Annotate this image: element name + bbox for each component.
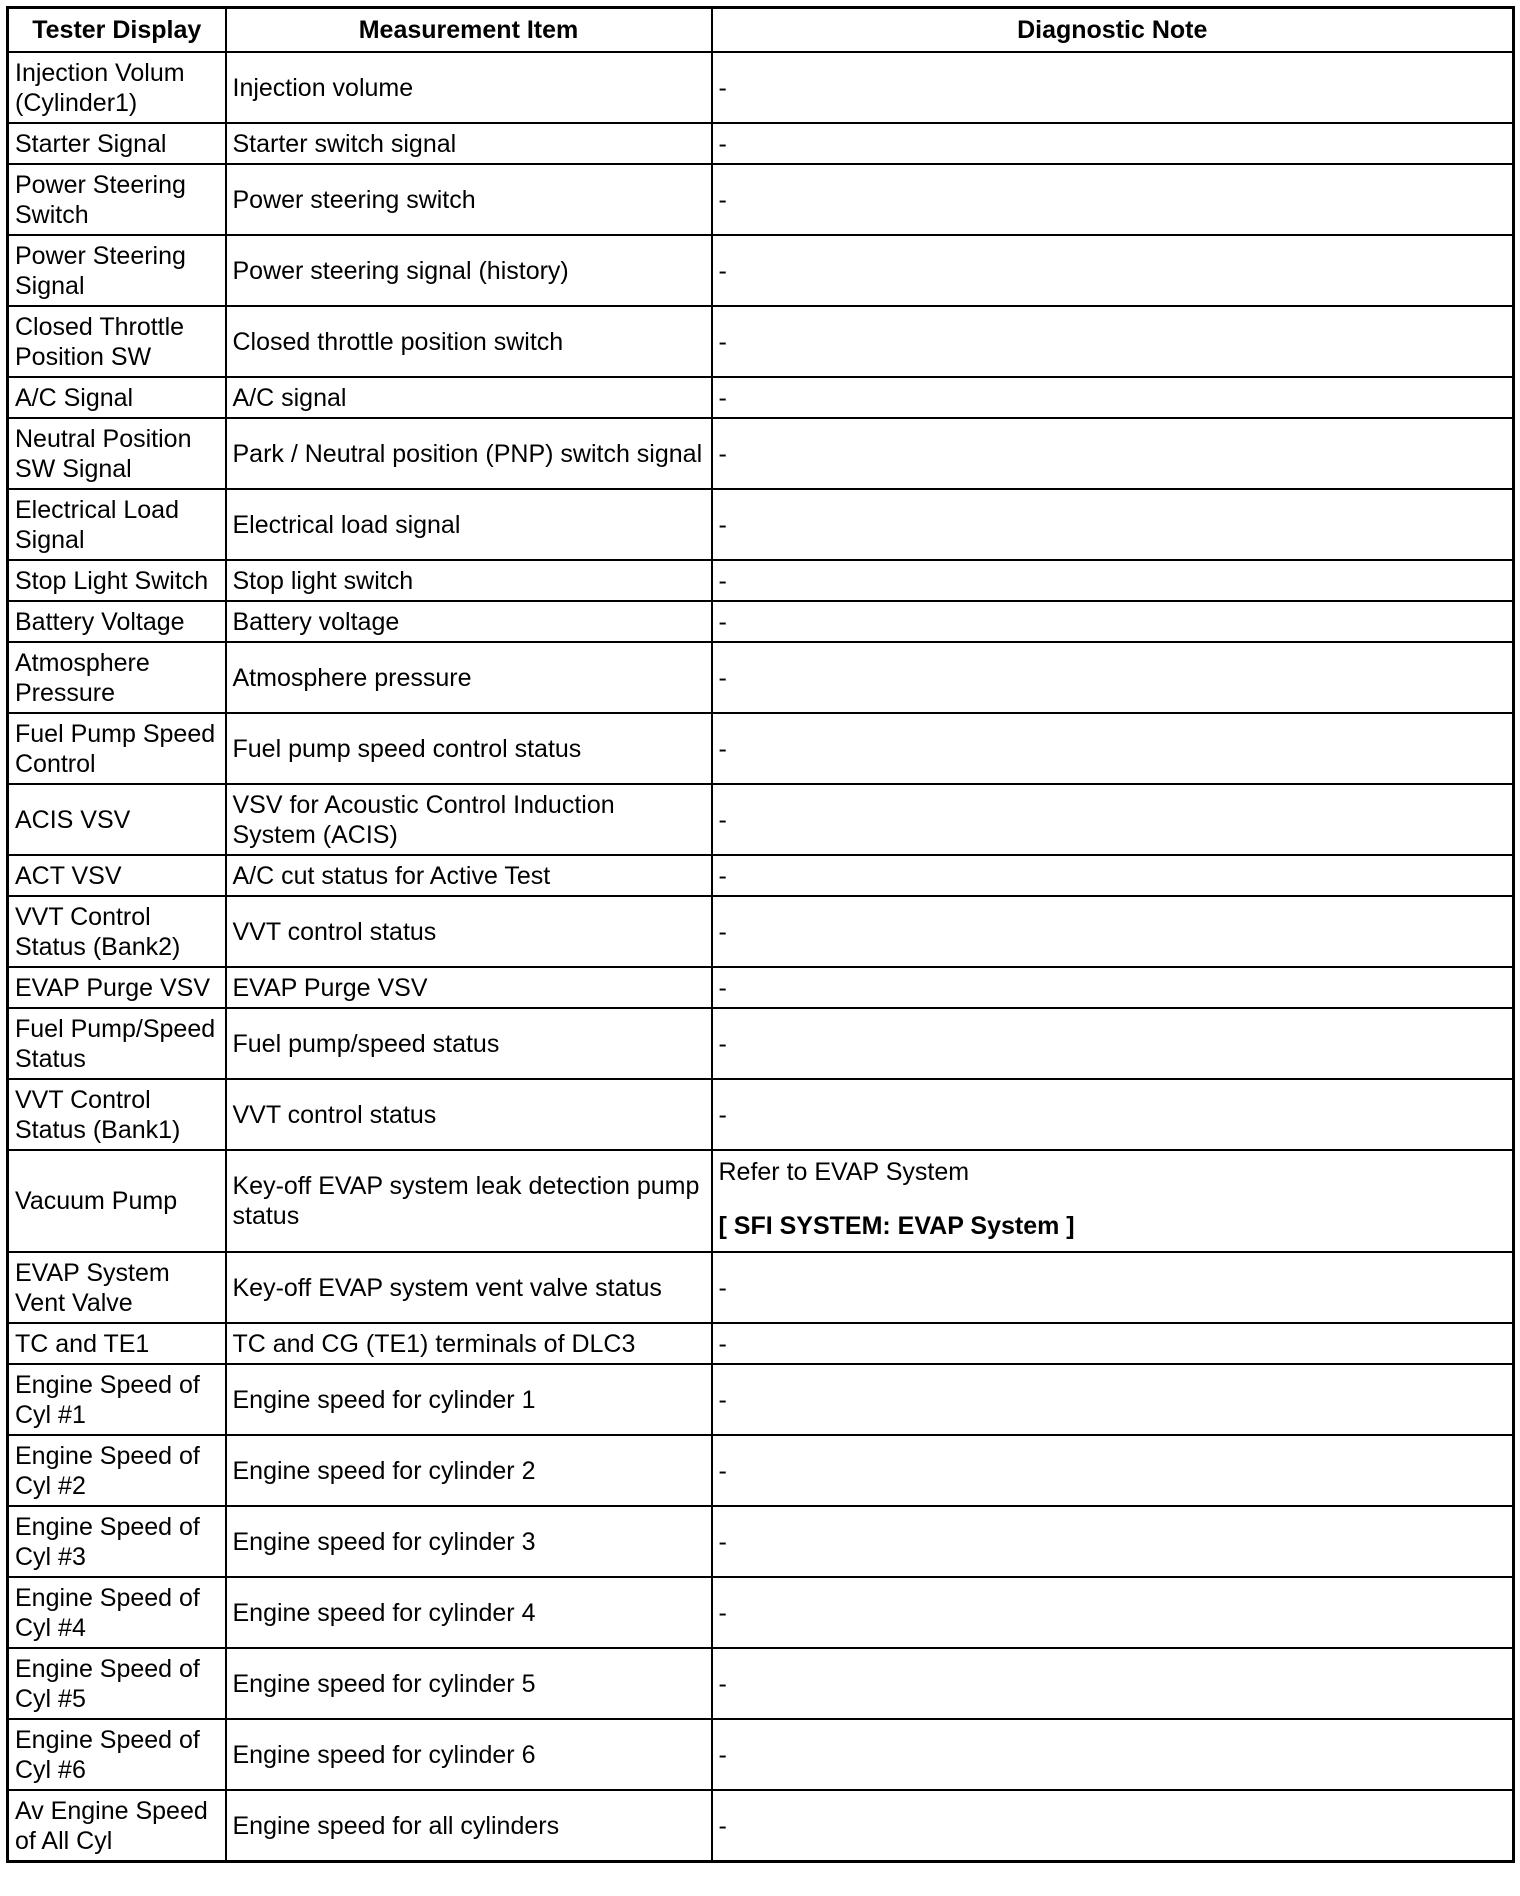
measurement-item-cell: Key-off EVAP system vent valve status (226, 1252, 712, 1323)
table-row (8, 418, 1514, 489)
table-row (8, 1790, 1514, 1862)
tester-display-cell: Engine Speed of Cyl #5 (8, 1648, 226, 1719)
diagnostic-note-cell: - (712, 1506, 1514, 1577)
tester-display-cell: EVAP System Vent Valve (8, 1252, 226, 1323)
measurement-item-cell: Injection volume (226, 52, 712, 123)
diagnostic-note-cell: - (712, 713, 1514, 784)
diagnostic-note-cell: - (712, 560, 1514, 601)
tester-display-cell: Injection Volum (Cylinder1) (8, 52, 226, 123)
tester-display-cell: Closed Throttle Position SW (8, 306, 226, 377)
measurement-item-cell: Fuel pump speed control status (226, 713, 712, 784)
diagnostic-note-cell: - (712, 1577, 1514, 1648)
tester-display-cell: ACIS VSV (8, 784, 226, 855)
measurement-item-cell: A/C signal (226, 377, 712, 418)
tester-display-cell: ACT VSV (8, 855, 226, 896)
diagnostic-note-cell: - (712, 601, 1514, 642)
diagnostic-note-cell: - (712, 418, 1514, 489)
document (6, 6, 1512, 1863)
table-row (8, 967, 1514, 1008)
measurement-item-cell: Engine speed for all cylinders (226, 1790, 712, 1862)
table-row (8, 489, 1514, 560)
note-text: Refer to EVAP System (718, 1158, 970, 1186)
diagnostic-note-cell (712, 1150, 1514, 1252)
tester-display-cell: Av Engine Speed of All Cyl (8, 1790, 226, 1862)
measurement-item-cell: Engine speed for cylinder 4 (226, 1577, 712, 1648)
table-row (8, 235, 1514, 306)
tester-display-cell: Engine Speed of Cyl #6 (8, 1719, 226, 1790)
table-row (8, 1079, 1514, 1150)
tester-display-cell: Engine Speed of Cyl #2 (8, 1435, 226, 1506)
measurement-item-cell: Park / Neutral position (PNP) switch signal (226, 418, 712, 489)
table-row (8, 713, 1514, 784)
diagnostic-note-cell: - (712, 1252, 1514, 1323)
diagnostic-note-cell: - (712, 489, 1514, 560)
diagnostic-note-cell: - (712, 123, 1514, 164)
tester-display-cell: Neutral Position SW Signal (8, 418, 226, 489)
tester-display-cell: Battery Voltage (8, 601, 226, 642)
measurement-item-cell: Electrical load signal (226, 489, 712, 560)
measurement-item-cell: Power steering signal (history) (226, 235, 712, 306)
diagnostic-note-cell: - (712, 1008, 1514, 1079)
tester-display-cell: TC and TE1 (8, 1323, 226, 1364)
header-diagnostic-note: Diagnostic Note (712, 8, 1514, 53)
header-tester-display: Tester Display (8, 8, 226, 53)
table-row (8, 855, 1514, 896)
measurement-item-cell: Starter switch signal (226, 123, 712, 164)
tester-display-cell: Fuel Pump/Speed Status (8, 1008, 226, 1079)
tester-display-cell: Fuel Pump Speed Control (8, 713, 226, 784)
measurement-item-cell: Engine speed for cylinder 3 (226, 1506, 712, 1577)
diagnostic-note-cell: - (712, 306, 1514, 377)
header-measurement-item: Measurement Item (226, 8, 712, 53)
tester-display-cell: Stop Light Switch (8, 560, 226, 601)
diagnostic-note-cell: - (712, 52, 1514, 123)
measurement-item-cell: Battery voltage (226, 601, 712, 642)
data-list-table (6, 6, 1515, 1863)
table-row (8, 1008, 1514, 1079)
diagnostic-note-cell: - (712, 164, 1514, 235)
diagnostic-note-cell: - (712, 1435, 1514, 1506)
tester-display-cell: Engine Speed of Cyl #1 (8, 1364, 226, 1435)
tester-display-cell: Power Steering Switch (8, 164, 226, 235)
table-row (8, 1323, 1514, 1364)
measurement-item-cell: VVT control status (226, 1079, 712, 1150)
table-row (8, 601, 1514, 642)
table-row (8, 784, 1514, 855)
measurement-item-cell: TC and CG (TE1) terminals of DLC3 (226, 1323, 712, 1364)
diagnostic-note-cell: - (712, 235, 1514, 306)
tester-display-cell: Vacuum Pump (8, 1150, 226, 1252)
tester-display-cell: EVAP Purge VSV (8, 967, 226, 1008)
diagnostic-note-cell: - (712, 967, 1514, 1008)
tester-display-cell: Engine Speed of Cyl #4 (8, 1577, 226, 1648)
tester-display-cell: VVT Control Status (Bank1) (8, 1079, 226, 1150)
table-row (8, 52, 1514, 123)
measurement-item-cell: Engine speed for cylinder 1 (226, 1364, 712, 1435)
table-row (8, 377, 1514, 418)
table-row (8, 1435, 1514, 1506)
diagnostic-note-cell: - (712, 896, 1514, 967)
table-row (8, 560, 1514, 601)
measurement-item-cell: VSV for Acoustic Control Induction System (ACIS) (226, 784, 712, 855)
diagnostic-note-cell: - (712, 784, 1514, 855)
table-row (8, 1648, 1514, 1719)
measurement-item-cell: Closed throttle position switch (226, 306, 712, 377)
diagnostic-note-cell: - (712, 1364, 1514, 1435)
measurement-item-cell: Engine speed for cylinder 5 (226, 1648, 712, 1719)
tester-display-cell: Electrical Load Signal (8, 489, 226, 560)
table-row (8, 164, 1514, 235)
table-row (8, 1506, 1514, 1577)
tester-display-cell: Starter Signal (8, 123, 226, 164)
diagnostic-note-cell: - (712, 1790, 1514, 1862)
table-row (8, 1577, 1514, 1648)
table-row (8, 896, 1514, 967)
measurement-item-cell: Engine speed for cylinder 6 (226, 1719, 712, 1790)
table-row (8, 306, 1514, 377)
diagnostic-note-cell: - (712, 855, 1514, 896)
tester-display-cell: A/C Signal (8, 377, 226, 418)
measurement-item-cell: Stop light switch (226, 560, 712, 601)
measurement-item-cell: Power steering switch (226, 164, 712, 235)
tester-display-cell: VVT Control Status (Bank2) (8, 896, 226, 967)
tester-display-cell: Atmosphere Pressure (8, 642, 226, 713)
measurement-item-cell: EVAP Purge VSV (226, 967, 712, 1008)
table-row (8, 1150, 1514, 1252)
diagnostic-note-cell: - (712, 1648, 1514, 1719)
measurement-item-cell: Key-off EVAP system leak detection pump status (226, 1150, 712, 1252)
measurement-item-cell: Engine speed for cylinder 2 (226, 1435, 712, 1506)
table-row (8, 123, 1514, 164)
diagnostic-note-cell: - (712, 1323, 1514, 1364)
diagnostic-note-cell: - (712, 1719, 1514, 1790)
measurement-item-cell: VVT control status (226, 896, 712, 967)
evap-system-reference-link[interactable]: [ SFI SYSTEM: EVAP System ] (718, 1212, 1075, 1240)
measurement-item-cell: Fuel pump/speed status (226, 1008, 712, 1079)
tester-display-cell: Power Steering Signal (8, 235, 226, 306)
measurement-item-cell: Atmosphere pressure (226, 642, 712, 713)
table-row (8, 642, 1514, 713)
tester-display-cell: Engine Speed of Cyl #3 (8, 1506, 226, 1577)
diagnostic-note-cell: - (712, 642, 1514, 713)
table-row (8, 1719, 1514, 1790)
diagnostic-note-cell: - (712, 1079, 1514, 1150)
header-row (8, 8, 1514, 53)
table-row (8, 1364, 1514, 1435)
table-row (8, 1252, 1514, 1323)
measurement-item-cell: A/C cut status for Active Test (226, 855, 712, 896)
diagnostic-note-cell: - (712, 377, 1514, 418)
